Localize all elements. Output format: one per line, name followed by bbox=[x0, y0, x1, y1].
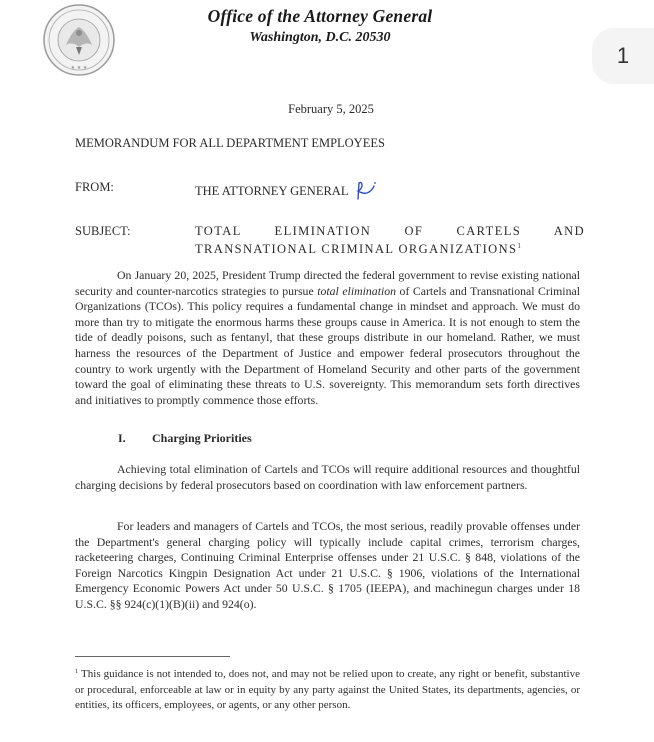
intro-text-1: On January 20, 2025, President Trump directed the federal government to revise existing national security and counter-narcotics strategies to pursue bbox=[75, 268, 580, 298]
doj-seal-icon bbox=[42, 3, 116, 77]
signature-icon bbox=[353, 180, 379, 204]
from-label: FROM: bbox=[75, 180, 114, 194]
footnote-ref: 1 bbox=[517, 242, 523, 250]
intro-text-2: of Cartels and Transnational Criminal Organizations (TCOs). This policy requires a fundamental change in mindset and approach. We must do more than try to mitigate the enormous harms these groups cause in America. It is not enough to stem the tide of deadly poisons, such as fentanyl, that these groups distribute in our homeland. Rather, we must harness the resources of the Department of Justice and empower federal prosecutors throughout the country to work urgently with the Department of Homeland Security and other parts of the government toward the goal of eliminating these threats to U.S. sovereignty. This memorandum sets forth directives and initiatives to promptly commence those efforts. bbox=[75, 283, 580, 407]
letterhead bbox=[160, 6, 480, 46]
subject-value bbox=[195, 224, 585, 257]
from-name: THE ATTORNEY GENERAL bbox=[195, 183, 348, 198]
memo-recipient: MEMORANDUM FOR ALL DEPARTMENT EMPLOYEES bbox=[75, 136, 385, 150]
intro-paragraph bbox=[75, 268, 580, 408]
footnote-marker: 1 bbox=[75, 668, 79, 675]
footnote bbox=[75, 664, 580, 714]
svg-text:★ ★ ★: ★ ★ ★ bbox=[70, 65, 88, 71]
charging-paragraph-2: For leaders and managers of Cartels and TCOs, the most serious, readily provable offenses under the Department's general charging policy will typically include capital crimes, terrorism charges, racketeering charges, Continuing Criminal Enterprise offenses under 21 U.S.C. § 848, violations of the Foreign Narcotics Kingpin Designation Act under 21 U.S.C. § 1906, violations of the International Emergency Economic Powers Act under 50 U.S.C. § 1705 (IEEPA), and machinegun charges under 18 U.S.C. §§ 924(c)(1)(B)(ii) and 924(o). bbox=[75, 519, 580, 611]
section-title: Charging Priorities bbox=[152, 431, 252, 445]
section-number: I. bbox=[118, 431, 126, 445]
page-number-badge: 1 bbox=[592, 28, 654, 84]
from-value bbox=[195, 180, 379, 204]
footnote-divider bbox=[75, 656, 230, 657]
intro-emphasis: total elimination bbox=[317, 283, 397, 298]
letterhead-title: Office of the Attorney General bbox=[207, 6, 433, 26]
footnote-text: This guidance is not intended to, does not, and may not be relied upon to create, any right or benefit, substantive or procedural, enforceable at law or in equity by any party against the United States, its departments, agencies, or entities, its officers, employees, or agents, or any other person. bbox=[75, 668, 580, 712]
subject-text: TOTAL ELIMINATION OF CARTELS AND TRANSNATIONAL CRIMINAL ORGANIZATIONS bbox=[195, 224, 585, 257]
charging-paragraph-1: Achieving total elimination of Cartels and TCOs will require additional resources and thoughtful charging decisions by federal prosecutors based on coordination with law enforcement partners. bbox=[75, 462, 580, 492]
subject-label: SUBJECT: bbox=[75, 224, 131, 238]
letterhead-address: Washington, D.C. 20530 bbox=[249, 30, 391, 45]
memo-date: February 5, 2025 bbox=[288, 102, 374, 116]
section-heading bbox=[118, 431, 252, 446]
